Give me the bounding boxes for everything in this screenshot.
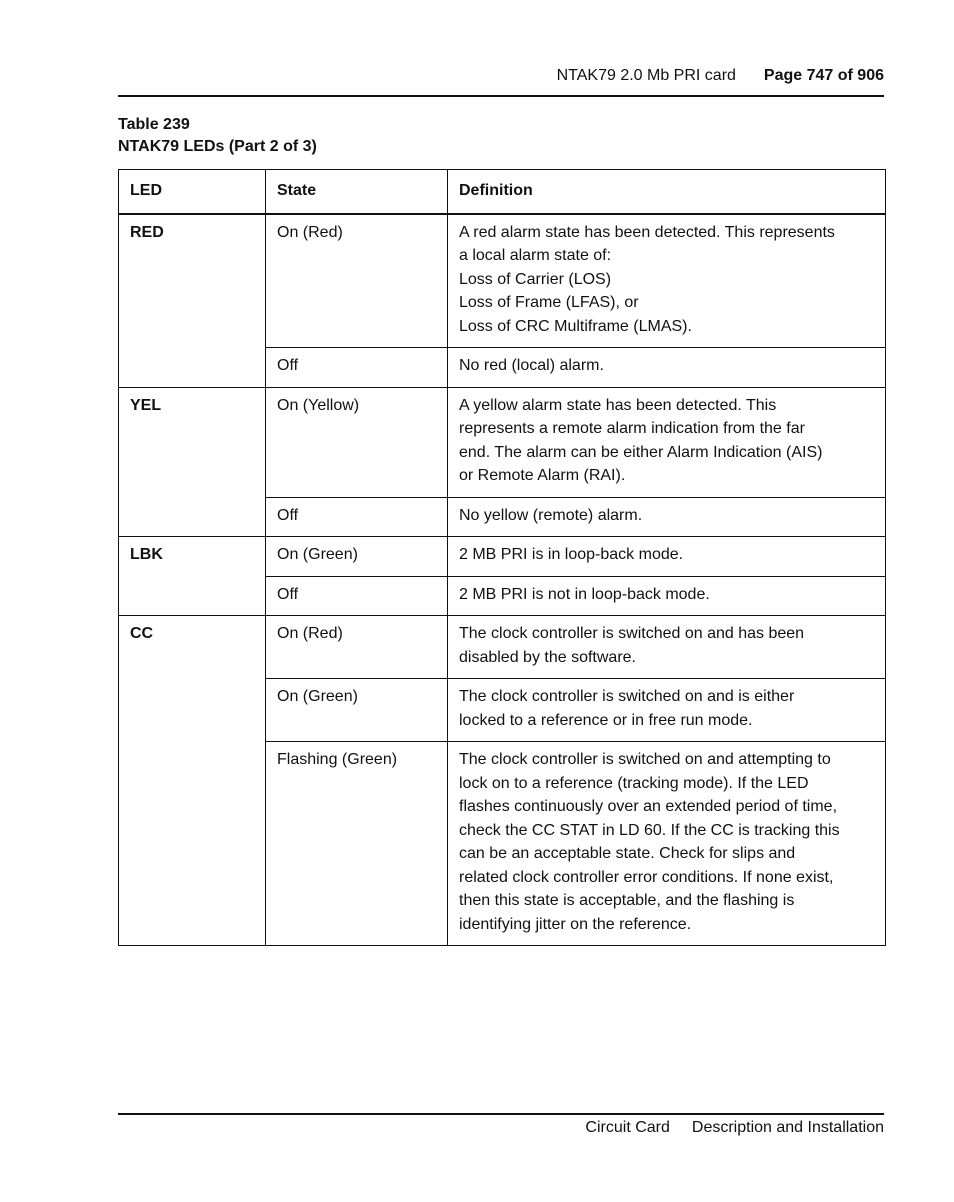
column-header-state: State <box>266 170 448 214</box>
definition-line: No red (local) alarm. <box>459 357 604 374</box>
definition-line: 2 MB PRI is not in loop-back mode. <box>459 585 710 603</box>
led-name-cell: RED <box>119 214 266 388</box>
column-header-definition: Definition <box>448 170 886 214</box>
definition-line: A red alarm state has been detected. This represents <box>459 223 835 241</box>
state-cell: On (Green) <box>266 679 448 742</box>
definition-cell <box>448 497 886 537</box>
state-cell: Flashing (Green) <box>266 742 448 946</box>
definition-line: represents a remote alarm indication from the far <box>459 420 805 437</box>
definition-line: locked to a reference or in free run mode. <box>459 711 753 729</box>
footer-rule <box>118 1113 884 1115</box>
led-table <box>118 169 886 946</box>
definition-line: flashes continuously over an extended period of time, <box>459 798 838 815</box>
definition-cell <box>448 214 886 348</box>
definition-line: The clock controller is switched on and is either <box>459 688 795 705</box>
definition-line: disabled by the software. <box>459 648 636 666</box>
led-name-cell: CC <box>119 616 266 946</box>
footer-book-subtitle: Description and Installation <box>691 1119 884 1136</box>
definition-line: A yellow alarm state has been detected. This <box>459 396 777 414</box>
definition-line: Loss of CRC Multiframe (LMAS). <box>459 317 692 335</box>
page-footer <box>118 1118 884 1138</box>
definition-cell <box>448 387 886 497</box>
definition-cell <box>448 679 886 742</box>
state-cell: On (Yellow) <box>266 387 448 497</box>
definition-line: check the CC STAT in LD 60. If the CC is tracking this <box>459 821 840 839</box>
state-cell: Off <box>266 497 448 537</box>
table-row <box>119 616 886 679</box>
state-cell: On (Red) <box>266 616 448 679</box>
definition-cell <box>448 616 886 679</box>
definition-line: 2 MB PRI is in loop-back mode. <box>459 546 684 563</box>
definition-line: The clock controller is switched on and has been <box>459 625 805 642</box>
definition-cell <box>448 537 886 577</box>
table-title: NTAK79 LEDs (Part 2 of 3) <box>118 138 317 155</box>
state-cell: On (Green) <box>266 537 448 577</box>
page-header <box>118 66 884 86</box>
state-cell: Off <box>266 348 448 388</box>
definition-line: Loss of Carrier (LOS) <box>459 270 612 288</box>
table-number: Table 239 <box>118 116 190 133</box>
page-number: Page 747 of 906 <box>763 67 884 84</box>
definition-line: end. The alarm can be either Alarm Indication (AIS) <box>459 443 823 461</box>
table-header-row <box>119 170 886 214</box>
document-title: NTAK79 2.0 Mb PRI card <box>556 67 736 84</box>
definition-line: The clock controller is switched on and attempting to <box>459 751 831 768</box>
table-row <box>119 387 886 497</box>
definition-cell <box>448 742 886 946</box>
definition-line: lock on to a reference (tracking mode). If the LED <box>459 774 809 792</box>
state-cell: On (Red) <box>266 214 448 348</box>
definition-line: No yellow (remote) alarm. <box>459 506 643 524</box>
table-row <box>119 214 886 348</box>
definition-line: then this state is acceptable, and the flashing is <box>459 892 795 909</box>
table-row <box>119 537 886 577</box>
led-name-cell: LBK <box>119 537 266 616</box>
definition-line: Loss of Frame (LFAS), or <box>459 294 639 311</box>
header-rule <box>118 95 884 97</box>
table-body <box>119 214 886 946</box>
table-caption <box>118 114 317 158</box>
definition-line: related clock controller error conditions. If none exist, <box>459 868 834 886</box>
definition-line: or Remote Alarm (RAI). <box>459 467 626 484</box>
definition-line: identifying jitter on the reference. <box>459 915 692 933</box>
led-name-cell: YEL <box>119 387 266 537</box>
column-header-led: LED <box>119 170 266 214</box>
definition-cell <box>448 576 886 616</box>
state-cell: Off <box>266 576 448 616</box>
footer-book-title: Circuit Card <box>585 1119 670 1136</box>
definition-line: can be an acceptable state. Check for slips and <box>459 845 796 862</box>
definition-line: a local alarm state of: <box>459 247 612 264</box>
definition-cell <box>448 348 886 388</box>
